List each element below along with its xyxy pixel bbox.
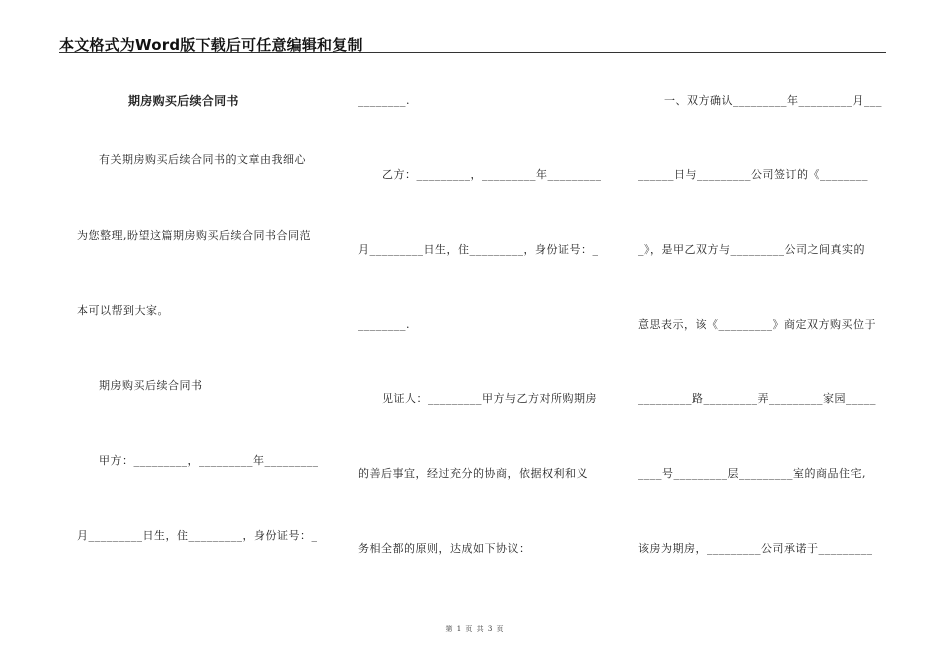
- page-number: 第 1 页 共 3 页: [445, 625, 505, 633]
- paragraph-line: ________.: [358, 94, 410, 107]
- paragraph-line: 意思表示，该《_________》商定双方购买位于: [638, 318, 876, 331]
- paragraph-line: 务相全都的原则，达成如下协议：: [358, 542, 531, 555]
- section-heading: 期房购买后续合同书: [99, 379, 203, 392]
- witness-line: 见证人：_________甲方与乙方对所购期房: [382, 392, 597, 405]
- paragraph-line: _》，是甲乙双方与_________公司之间真实的: [638, 243, 865, 256]
- document-title: 期房购买后续合同书: [128, 94, 239, 108]
- paragraph-line: ______日与_________公司签订的《________: [638, 168, 868, 181]
- paragraph-line: ____号_________层_________室的商品住宅,: [638, 467, 866, 480]
- paragraph-line: 月_________日生，住_________，身份证号：_: [358, 243, 599, 256]
- paragraph-line: 的善后事宜，经过充分的协商，依据权利和义: [358, 467, 588, 480]
- paragraph-line: ________.: [358, 318, 410, 331]
- paragraph-line: 本可以帮到大家。: [77, 304, 169, 317]
- paragraph-line: 有关期房购买后续合同书的文章由我细心: [99, 153, 306, 166]
- party-a-line: 甲方：_________，_________年_________: [99, 454, 319, 467]
- paragraph-line: 为您整理,盼望这篇期房购买后续合同书合同范: [77, 229, 311, 242]
- paragraph-line: 月_________日生，住_________，身份证号：_: [77, 529, 318, 542]
- paragraph-line: 该房为期房，_________公司承诺于_________: [638, 542, 873, 555]
- banner-divider: [59, 52, 886, 53]
- paragraph-line: _________路_________弄_________家园_____: [638, 392, 876, 405]
- party-b-line: 乙方：_________，_________年_________: [382, 168, 602, 181]
- download-banner: 本文格式为Word版下载后可任意编辑和复制: [59, 36, 363, 54]
- clause-1-line: 一、双方确认_________年_________月___: [664, 94, 882, 107]
